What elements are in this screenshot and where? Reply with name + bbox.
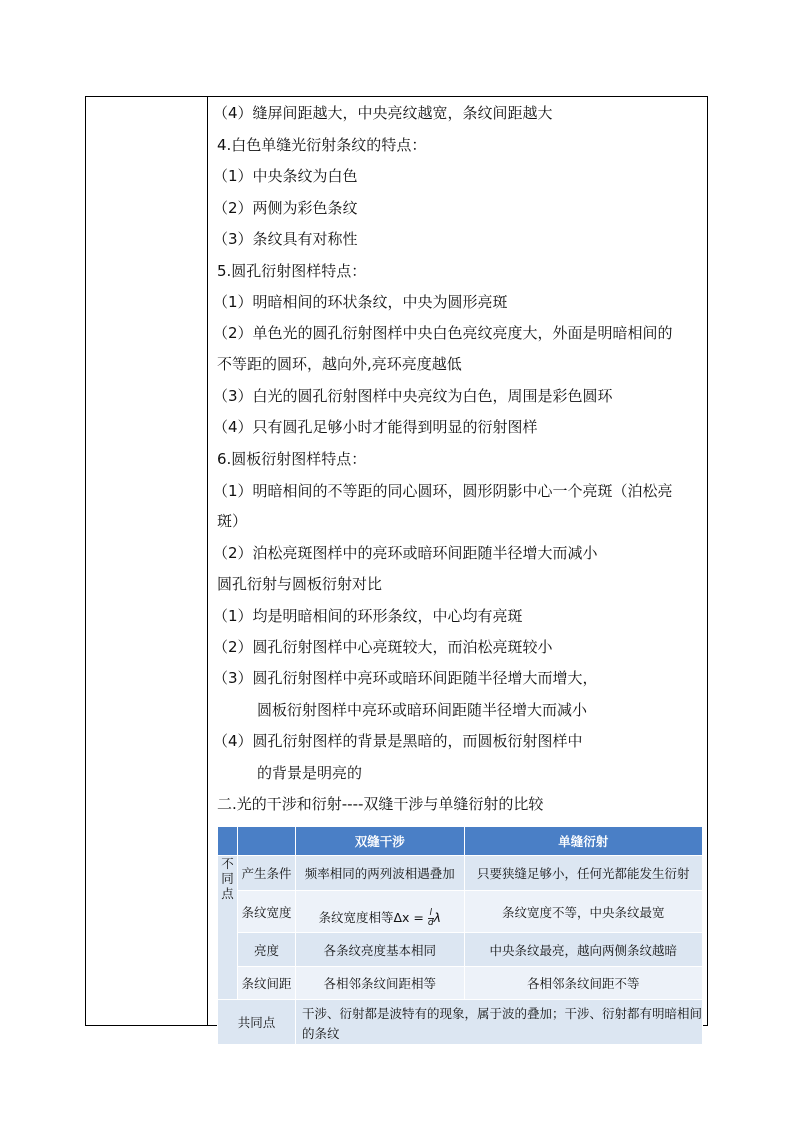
text-line: （4）圆孔衍射图样的背景是黑暗的，而圆板衍射图样中 (213, 732, 583, 750)
table-cell: 各相邻条纹间距不等 (464, 967, 702, 1000)
table-cell: 只要狭缝足够小，任何光都能发生衍射 (464, 856, 702, 891)
row-label: 亮度 (238, 933, 296, 967)
row-label: 条纹间距 (238, 967, 296, 1000)
section-heading: 6.圆板衍射图样特点： (217, 450, 367, 468)
row-label: 条纹宽度 (238, 891, 296, 933)
table-header-cell (238, 827, 296, 856)
text-line: （2）泊松亮斑图样中的亮环或暗环间距随半径增大而减小 (213, 544, 598, 562)
table-cell: 频率相同的两列波相遇叠加 (296, 856, 465, 891)
text-line: （1）均是明暗相间的环形条纹，中心均有亮斑 (213, 607, 523, 625)
text-line: （3）条纹具有对称性 (213, 230, 358, 248)
section-heading: 二.光的干涉和衍射----双缝干涉与单缝衍射的比较 (217, 795, 544, 813)
left-column (86, 97, 208, 1025)
text-line: （3）圆孔衍射图样中亮环或暗环间距随半径增大而增大， (213, 669, 598, 687)
table-header-row (218, 827, 703, 856)
table-row-common (218, 1000, 703, 1045)
table-header-double-slit: 双缝干涉 (296, 827, 465, 856)
section-heading: 5.圆孔衍射图样特点： (217, 262, 367, 280)
section-heading: 圆孔衍射与圆板衍射对比 (217, 575, 383, 593)
fraction-numerator: l (429, 908, 432, 918)
text-line: （2）单色光的圆孔衍射图样中央白色亮纹亮度大，外面是明暗相间的 (213, 324, 673, 342)
text-line: （2）圆孔衍射图样中心亮斑较大，而泊松亮斑较小 (213, 638, 553, 656)
row-label-common: 共同点 (218, 1000, 296, 1045)
table-row (218, 856, 703, 891)
formula-suffix: λ (433, 910, 442, 925)
comparison-table (217, 826, 703, 1045)
page-frame (85, 96, 708, 1041)
text-line: （1）明暗相间的不等距的同心圆环，圆形阴影中心一个亮斑（泊松亮 (213, 482, 673, 500)
side-label-differences (218, 856, 238, 1000)
table-cell: 中央条纹最亮，越向两侧条纹越暗 (464, 933, 702, 967)
text-line: （1）中央条纹为白色 (213, 167, 358, 185)
table-cell-formula (296, 891, 465, 933)
row-label: 产生条件 (238, 856, 296, 891)
text-line: （4）缝屏间距越大，中央亮纹越宽，条纹间距越大 (213, 104, 553, 122)
table-header-cell (218, 827, 238, 856)
table-row (218, 933, 703, 967)
table-cell: 各相邻条纹间距相等 (296, 967, 465, 1000)
text-line: 圆板衍射图样中亮环或暗环间距随半径增大而减小 (257, 701, 588, 719)
section-heading: 4.白色单缝光衍射条纹的特点： (217, 136, 427, 154)
content-column (213, 97, 705, 1041)
table-cell-common: 干涉、衍射都是波特有的现象，属于波的叠加；干涉、衍射都有明暗相间的条纹 (296, 1000, 703, 1045)
table-cell: 各条纹亮度基本相同 (296, 933, 465, 967)
text-line: （1）明暗相间的环状条纹，中央为圆形亮斑 (213, 293, 508, 311)
table-header-single-slit: 单缝衍射 (464, 827, 702, 856)
text-line: （3）白光的圆孔衍射图样中央亮纹为白色，周围是彩色圆环 (213, 387, 613, 405)
text-line: （4）只有圆孔足够小时才能得到明显的衍射图样 (213, 418, 538, 436)
table-row (218, 891, 703, 933)
side-label-text: 不同点 (221, 856, 234, 901)
text-line: 的背景是明亮的 (257, 764, 363, 782)
table-row (218, 967, 703, 1000)
formula-prefix: 条纹宽度相等Δx = (318, 910, 424, 925)
text-line: （2）两侧为彩色条纹 (213, 199, 358, 217)
fraction-denominator: d (427, 918, 434, 928)
text-line: 不等距的圆环，越向外,亮环亮度越低 (217, 355, 462, 373)
table-cell: 条纹宽度不等，中央条纹最宽 (464, 891, 702, 933)
text-line: 斑） (217, 512, 248, 530)
